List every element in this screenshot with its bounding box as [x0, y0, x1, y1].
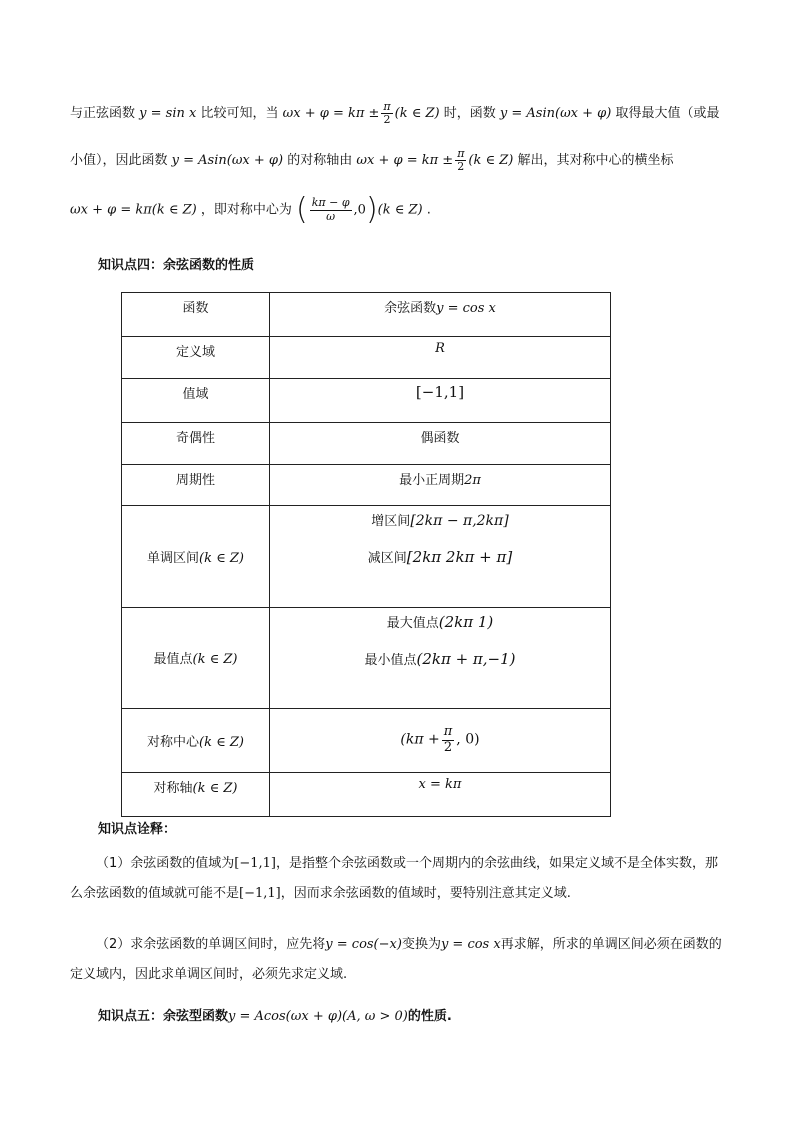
row-label: 单调区间 [147, 550, 200, 566]
row-value-math: x = kπ [418, 777, 462, 792]
row-label: 奇偶性 [175, 431, 215, 446]
section-4-heading: 知识点四：余弦函数的性质 [98, 258, 255, 273]
spacer [271, 529, 609, 547]
math: [−1,1] [234, 856, 276, 871]
fraction-denominator: 2 [457, 160, 465, 174]
row-label: 定义域 [175, 345, 215, 360]
fraction-denominator: ω [326, 209, 336, 223]
text: （2）求余弦函数的单调区间时，应先将 [96, 937, 326, 952]
table-row [122, 379, 611, 423]
text: . [426, 202, 431, 218]
row-value-math: R [435, 341, 445, 356]
note-2 [70, 930, 724, 990]
row-value: 减区间 [367, 551, 407, 566]
row-value-math: [−1,1] [415, 383, 465, 401]
intro-line-1 [70, 101, 724, 126]
row-value-math: (2kπ + π,−1) [416, 650, 516, 668]
text: ，即对称中心为 [200, 202, 292, 218]
row-value-math: 2π [464, 473, 481, 488]
text: 取得最大值（或最 [615, 106, 720, 122]
row-label-math: (k ∈ Z) [192, 652, 238, 667]
row-value: 增区间 [371, 514, 411, 529]
row-label-math: (k ∈ Z) [199, 550, 244, 566]
fraction-numerator: kπ − φ [311, 196, 350, 210]
row-value-math: [2kπ 2kπ + π] [406, 548, 513, 566]
row-label-math: (k ∈ Z) [192, 781, 238, 796]
math: y = cos x [440, 937, 501, 952]
math: [−1,1] [239, 885, 281, 901]
text: 解出，其对称中心的横坐标 [517, 153, 674, 169]
row-label: 值域 [182, 387, 209, 402]
cell-line [271, 649, 609, 668]
table-cell [122, 506, 270, 608]
math: y = sin x [139, 106, 197, 122]
table-cell [270, 773, 611, 817]
row-value-math: (2kπ 1) [438, 613, 494, 631]
right-paren: ) [365, 192, 378, 227]
fraction [310, 197, 352, 222]
section-5-heading [98, 1005, 452, 1024]
text: 与正弦函数 [70, 106, 136, 122]
table-cell [122, 293, 270, 337]
spacer [271, 631, 609, 649]
text: 的对称轴由 [287, 153, 353, 169]
math: ,0 [353, 202, 366, 218]
table-cell [122, 337, 270, 379]
table-row [122, 709, 611, 773]
math: (k ∈ Z) [394, 106, 440, 122]
intro-line-2 [70, 148, 724, 173]
row-label: 对称轴 [153, 781, 193, 796]
row-label: 周期性 [175, 473, 215, 488]
row-value: 偶函数 [420, 431, 460, 446]
fraction-numerator: π [383, 100, 391, 113]
table-cell [270, 293, 611, 337]
cosine-properties-table [121, 292, 611, 817]
intro-line-3 [70, 192, 724, 227]
math: ωx + φ = kπ ± [282, 106, 380, 122]
table-row [122, 773, 611, 817]
table-cell [270, 379, 611, 423]
row-label-math: (k ∈ Z) [199, 734, 244, 750]
fraction [381, 101, 392, 126]
cell-line [271, 510, 609, 529]
fraction [455, 148, 466, 173]
text: ，因而求余弦函数的值域时，要特别注意其定义域. [280, 885, 571, 901]
text: 的性质. [407, 1009, 452, 1024]
left-paren: ( [296, 192, 308, 227]
table-cell [122, 773, 270, 817]
table-cell [122, 608, 270, 709]
table-cell [122, 709, 270, 773]
text: （1）余弦函数的值域为 [96, 856, 235, 871]
note-1 [70, 849, 724, 909]
math: y = cos(−x) [325, 937, 402, 952]
table-cell [122, 465, 270, 506]
text: 变换为 [401, 937, 441, 952]
table-cell [270, 608, 611, 709]
fraction-denominator: 2 [383, 113, 391, 127]
table-cell [270, 465, 611, 506]
row-value-math: , 0) [456, 731, 480, 748]
text: 再求解，所求的单调区间必须在函数的定义域内，因此求单调区间时，必须先求定义域. [70, 937, 722, 982]
table-row [122, 293, 611, 337]
row-label: 最值点 [153, 652, 193, 667]
math: ωx + φ = kπ ± [356, 153, 454, 169]
table-row [122, 423, 611, 465]
math: y = Asin(ωx + φ) [171, 153, 284, 169]
fraction-denominator: 2 [443, 739, 453, 755]
math: y = Asin(ωx + φ) [499, 106, 612, 122]
table-row [122, 608, 611, 709]
row-label: 对称中心 [147, 734, 200, 750]
table-cell [270, 506, 611, 608]
fraction [442, 725, 455, 755]
row-value: 最小值点 [364, 653, 417, 668]
fraction-numerator: π [443, 724, 453, 740]
row-value-math: [2kπ − π,2kπ] [410, 513, 509, 529]
cell-line [271, 612, 609, 631]
fraction-numerator: π [457, 147, 465, 160]
math: y = Acos(ωx + φ)(A, ω > 0) [228, 1009, 408, 1024]
text: 时，函数 [443, 106, 496, 122]
cell-line [271, 547, 609, 566]
table-row [122, 506, 611, 608]
row-value: 余弦函数 [384, 301, 437, 316]
table-row [122, 337, 611, 379]
notes-heading: 知识点诠释： [98, 822, 177, 837]
row-value: 最小正周期 [399, 473, 465, 488]
text: 比较可知，当 [200, 106, 279, 122]
table-cell [122, 423, 270, 465]
row-label: 函数 [182, 301, 209, 316]
math: (k ∈ Z) [468, 153, 514, 169]
row-value-math: y = cos x [436, 301, 496, 316]
text: ，是指整个余弦函数或一个周期内的余弦曲线，如果定义域不是全体实数，那么余弦函数的值域就可能不是 [70, 856, 719, 901]
table-cell [270, 709, 611, 773]
text: 知识点五：余弦型函数 [98, 1009, 229, 1024]
table-cell [122, 379, 270, 423]
row-value: 最大值点 [386, 616, 439, 631]
table-row [122, 465, 611, 506]
table-cell [270, 423, 611, 465]
table-cell [270, 337, 611, 379]
row-value-math: (kπ + [400, 731, 440, 748]
text: 小值），因此函数 [70, 153, 168, 169]
math: (k ∈ Z) [377, 202, 423, 218]
math: ωx + φ = kπ(k ∈ Z) [70, 202, 197, 218]
